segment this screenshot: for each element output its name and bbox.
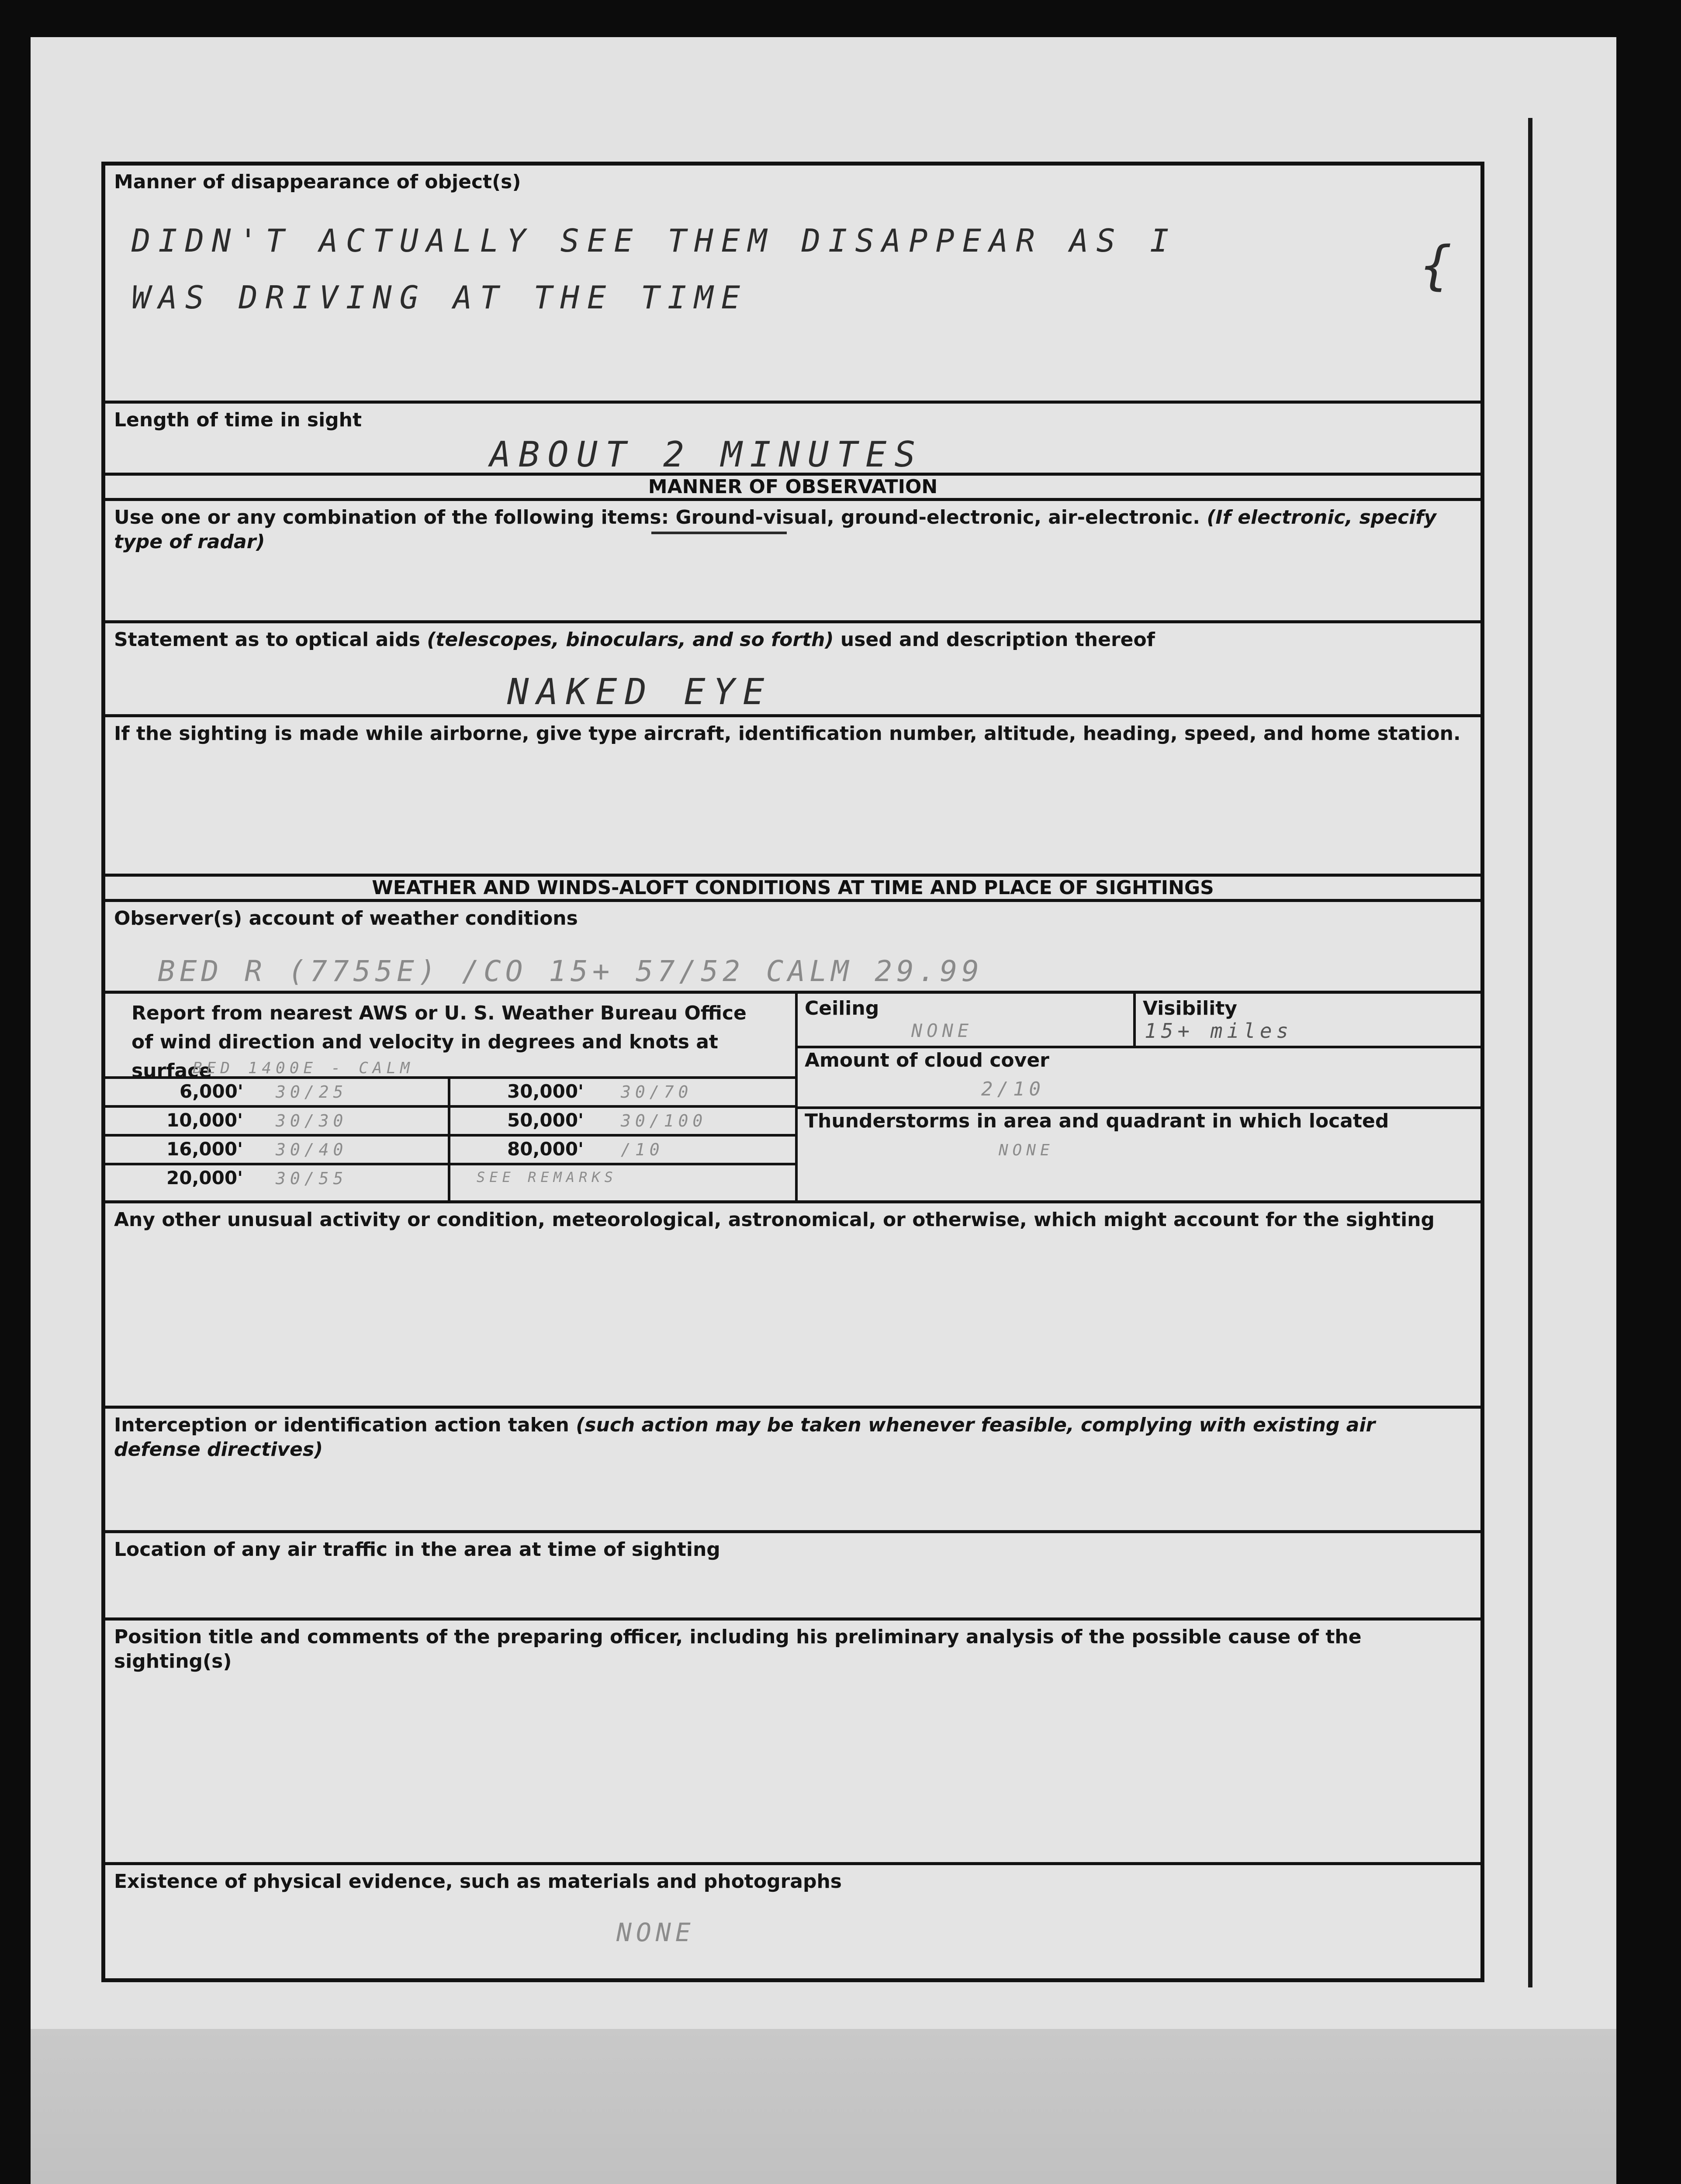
optical-answer: NAKED EYE: [507, 671, 772, 713]
manner-label-lead: Use one or any combination of the following items:: [114, 506, 676, 529]
margin-mark: {: [1420, 235, 1452, 296]
manner-label-note: (If electronic, specify type of radar): [114, 506, 1437, 553]
optical-aids-section: [105, 623, 1480, 717]
ceiling-label: Ceiling: [805, 997, 879, 1019]
manner-section: [105, 501, 1480, 623]
evidence-answer: NONE: [616, 1918, 695, 1947]
ceiling-cell: [795, 994, 1136, 1048]
cloud-cover-answer: 2/10: [981, 1078, 1045, 1100]
manner-label-items: Ground-visual, ground-electronic, air-electronic.: [675, 506, 1200, 529]
air-traffic-label: Location of any air traffic in the area at time of sighting: [114, 1538, 720, 1561]
alt-row-3-right: [448, 1134, 798, 1165]
manner-label: [114, 505, 1467, 554]
time-in-sight-answer: ABOUT 2 MINUTES: [490, 434, 924, 475]
evidence-label: Existence of physical evidence, such as materials and photographs: [114, 1870, 842, 1893]
optical-label: [114, 628, 1467, 652]
cloud-cover-label: Amount of cloud cover: [805, 1049, 1049, 1071]
sighting-report-form: [101, 162, 1484, 1982]
observer-weather-section: [105, 902, 1480, 994]
alt-30000-value: 30/70: [621, 1082, 693, 1102]
officer-label: Position title and comments of the preparing officer, including his preliminary analysis of the possible cause of the sighting(s): [114, 1626, 1362, 1673]
ceiling-answer: NONE: [911, 1020, 973, 1041]
airborne-section: [105, 717, 1480, 877]
thunderstorms-answer: NONE: [999, 1141, 1054, 1159]
time-in-sight-label: Length of time in sight: [114, 409, 362, 431]
cloud-cover-cell: [795, 1046, 1480, 1109]
alt-10000: 10,000': [166, 1109, 243, 1131]
physical-evidence-section: [105, 1865, 1480, 1974]
aws-label: Report from nearest AWS or U. S. Weather Bureau Office of wind direction and velocity in degrees and knots at surface: [131, 1002, 747, 1082]
interception-section: [105, 1409, 1480, 1533]
interception-label-lead: Interception or identification action taken: [114, 1414, 576, 1436]
alt-6000: 6,000': [180, 1081, 243, 1102]
disappearance-answer-line1: DIDN'T ACTUALLY SEE THEM DISAPPEAR AS I: [131, 222, 1177, 259]
alt-30000: 30,000': [507, 1081, 584, 1102]
alt-row-3-left: [105, 1134, 450, 1165]
aws-surface-value: BED 1400E - CALM: [193, 1059, 414, 1077]
alt-20000-value: 30/55: [276, 1169, 348, 1188]
alt-16000: 16,000': [166, 1138, 243, 1160]
visibility-cell: [1133, 994, 1480, 1048]
alt-row-1-right: [448, 1076, 798, 1108]
alt-row-4-left: [105, 1163, 450, 1200]
thunderstorms-cell: [795, 1106, 1480, 1200]
disappearance-label: Manner of disappearance of object(s): [114, 171, 521, 193]
alt-remarks-value: SEE REMARKS: [477, 1169, 617, 1185]
alt-row-1-left: [105, 1076, 450, 1108]
visibility-answer: 15+ miles: [1145, 1019, 1293, 1043]
scan-edge-line: [1528, 118, 1532, 1987]
aws-report-cell: [105, 994, 798, 1082]
ground-visual-underline: [651, 532, 787, 534]
disappearance-answer-line2: WAS DRIVING AT THE TIME: [131, 279, 748, 316]
alt-10000-value: 30/30: [276, 1111, 348, 1130]
alt-80000-value: /10: [621, 1140, 664, 1159]
alt-80000: 80,000': [507, 1138, 584, 1160]
weather-header: WEATHER AND WINDS-ALOFT CONDITIONS AT TIME AND PLACE OF SIGHTINGS: [105, 877, 1480, 902]
alt-row-4-right: [448, 1163, 798, 1200]
alt-20000: 20,000': [166, 1167, 243, 1189]
alt-16000-value: 30/40: [276, 1140, 348, 1159]
observer-weather-answer: BED R (7755E) /CO 15+ 57/52 CALM 29.99: [158, 954, 983, 988]
unusual-activity-section: [105, 1203, 1480, 1409]
interception-label: [114, 1413, 1467, 1462]
manner-of-observation-header: MANNER OF OBSERVATION: [105, 476, 1480, 501]
alt-50000: 50,000': [507, 1109, 584, 1131]
alt-50000-value: 30/100: [621, 1111, 707, 1130]
time-in-sight-section: [105, 404, 1480, 476]
alt-row-2-right: [448, 1105, 798, 1137]
officer-comments-section: [105, 1621, 1480, 1865]
air-traffic-section: [105, 1533, 1480, 1621]
weather-grid: [105, 994, 1480, 1203]
alt-row-2-left: [105, 1105, 450, 1137]
optical-label-tail: used and description thereof: [834, 629, 1155, 651]
visibility-label: Visibility: [1143, 997, 1238, 1019]
disappearance-section: [105, 166, 1480, 404]
observer-weather-label: Observer(s) account of weather conditions: [114, 907, 578, 930]
interception-label-italic: (such action may be taken whenever feasible, complying with existing air defense directives): [114, 1414, 1376, 1461]
unusual-label: Any other unusual activity or condition, meteorological, astronomical, or otherwise, which might account for the sighting: [114, 1209, 1435, 1231]
optical-label-lead: Statement as to optical aids: [114, 629, 427, 651]
scan-background: [31, 2029, 1616, 2184]
alt-6000-value: 30/25: [276, 1082, 348, 1102]
airborne-label: If the sighting is made while airborne, give type aircraft, identification number, altitude, heading, speed, and home station.: [114, 722, 1461, 745]
thunderstorms-label: Thunderstorms in area and quadrant in which located: [805, 1110, 1389, 1132]
optical-label-italic: (telescopes, binoculars, and so forth): [427, 629, 834, 651]
